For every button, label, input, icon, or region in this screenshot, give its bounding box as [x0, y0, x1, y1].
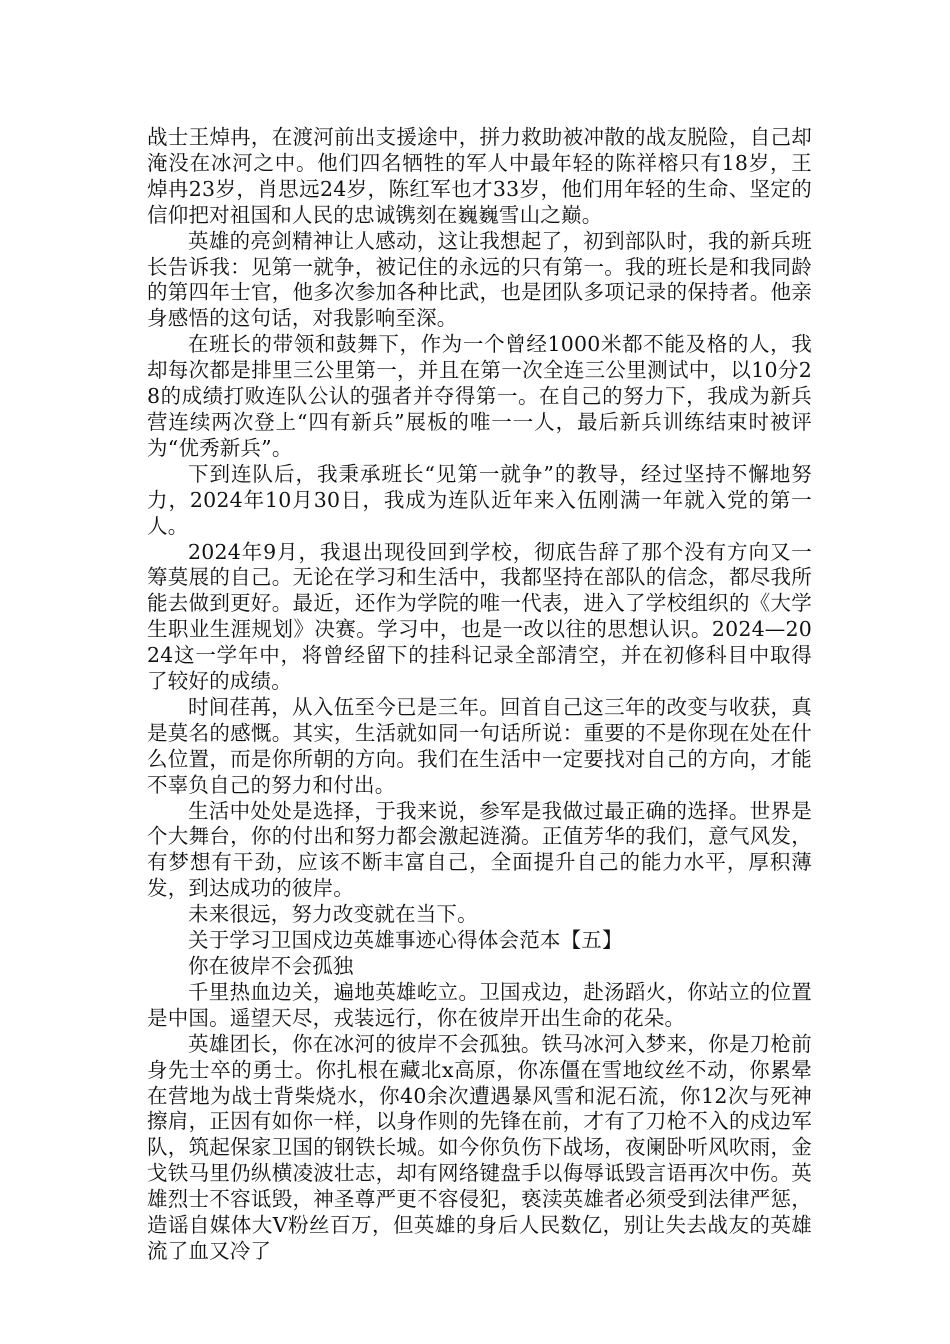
paragraph-4: 下到连队后，我秉承班长“见第一就争”的教导，经过坚持不懈地努力，2024年10月30日，我成为连队近年来入伍刚满一年就入党的第一人。: [147, 461, 812, 538]
paragraph-7: 生活中处处是选择，于我来说，参军是我做过最正确的选择。世界是个大舞台，你的付出和努力都会激起涟漪。正值芳华的我们，意气风发，有梦想有干劲，应该不断丰富自己，全面提升自己的能力水平，厚积薄发，到达成功的彼岸。: [147, 798, 812, 901]
section-heading: 关于学习卫国戍边英雄事迹心得体会范本【五】: [188, 928, 623, 953]
paragraph-3: 在班长的带领和鼓舞下，作为一个曾经1000米都不能及格的人，我却每次都是排里三公里第一，并且在第一次全连三公里测试中，以10分28的成绩打败连队公认的强者并夺得第一。在自己的努力下，我成为新兵营连续两次登上“四有新兵”展板的唯一一人，最后新兵训练结束时被评为“优秀新兵”。: [147, 332, 812, 460]
paragraph-9: 千里热血边关，遍地英雄屹立。卫国戎边，赴汤蹈火，你站立的位置是中国。遥望天尽，戎装远行，你在彼岸开出生命的花朵。: [147, 979, 812, 1030]
paragraph-2: 英雄的亮剑精神让人感动，这让我想起了，初到部队时，我的新兵班长告诉我：见第一就争，被记住的永远的只有第一。我的班长是和我同龄的第四年士官，他多次参加各种比武，也是团队多项记录的保持者。他亲身感悟的这句话，对我影响至深。: [147, 228, 812, 331]
document-body: [147, 125, 812, 1265]
paragraph-5: 2024年9月，我退出现役回到学校，彻底告辞了那个没有方向又一筹莫展的自己。无论在学习和生活中，我都坚持在部队的信念，都尽我所能去做到更好。最近，还作为学院的唯一代表，进入了学校组织的《大学生职业生涯规划》决赛。学习中，也是一改以往的思想认识。2024—2024这一学年中，将曾经留下的挂科记录全部清空，并在初修科目中取得了较好的成绩。: [147, 539, 812, 694]
paragraph-8: 未来很远，努力改变就在当下。: [188, 902, 478, 927]
paragraph-6: 时间荏苒，从入伍至今已是三年。回首自己这三年的改变与收获，真是莫名的感慨。其实，生活就如同一句话所说：重要的不是你现在处在什么位置，而是你所朝的方向。我们在生活中一定要找对自己的方向，才能不辜负自己的努力和付出。: [147, 694, 812, 797]
paragraph-1: 战士王焯冉，在渡河前出支援途中，拼力救助被冲散的战友脱险，自己却淹没在冰河之中。他们四名牺牲的军人中最年轻的陈祥榕只有18岁，王焯冉23岁，肖思远24岁，陈红军也才33岁，他们用年轻的生命、坚定的信仰把对祖国和人民的忠诚镌刻在巍巍雪山之巅。: [147, 125, 812, 227]
paragraph-10: 英雄团长，你在冰河的彼岸不会孤独。铁马冰河入梦来，你是刀枪前身先士卒的勇士。你扎根在藏北x高原，你冻僵在雪地纹丝不动，你累晕在营地为战士背柴烧水，你40余次遭遇暴风雪和泥石流，你12次与死神擦肩，正因有如你一样，以身作则的先锋在前，才有了刀枪不入的戍边军队，筑起保家卫国的钢铁长城。如今你负伤下战场，夜阑卧听风吹雨，金戈铁马里仍纵横凌波壮志，却有网络键盘手以侮辱诋毁言语再次中伤。英雄烈士不容诋毁，神圣尊严更不容侵犯，亵渎英雄者必须受到法律严惩，造谣自媒体大V粉丝百万，但英雄的身后人民数亿，别让失去战友的英雄流了血又冷了: [147, 1031, 812, 1263]
section-subtitle: 你在彼岸不会孤独: [188, 954, 354, 978]
